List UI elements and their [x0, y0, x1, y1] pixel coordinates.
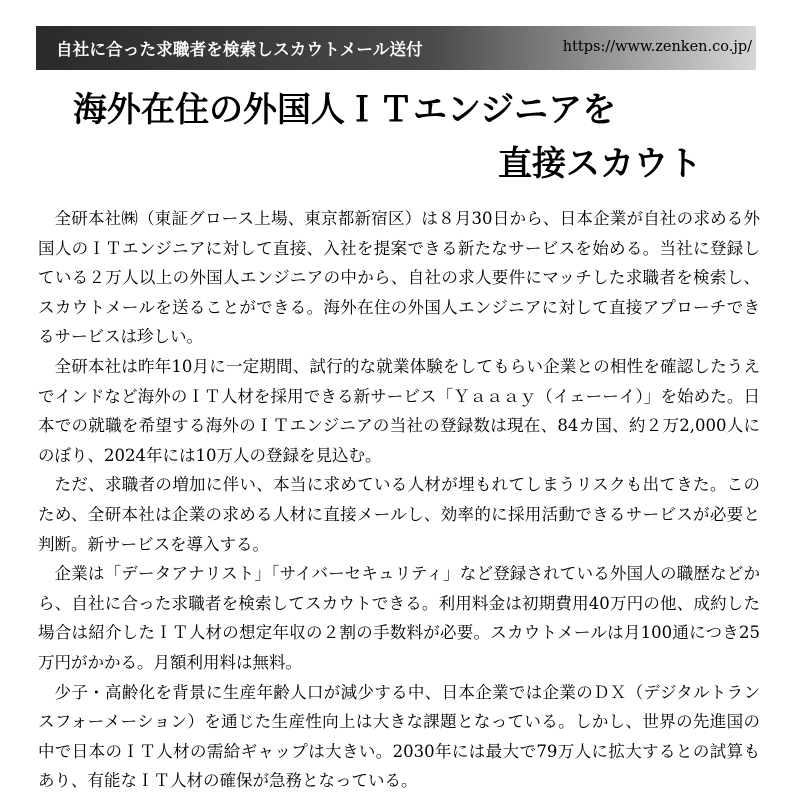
article-paragraph-1: 全研本社㈱（東証グロース上場、東京都新宿区）は８月30日から、日本企業が自社の求める外国人のＩＴエンジニアに対して直接、入社を提案できる新たなサービスを始める。当社に登録している２万人以上の外国人エンジニアの中から、自社の求人要件にマッチした求職者を検索し、スカウトメールを送ることができる。海外在住の外国人エンジニアに対して直接アプローチできるサービスは珍しい。 — [38, 209, 760, 347]
headline-line-1: 海外在住の外国人ＩＴエンジニアを — [73, 90, 617, 130]
header-url[interactable]: https://www.zenken.co.jp/ — [562, 39, 752, 55]
article-paragraph-2: 全研本社は昨年10月に一定期間、試行的な就業体験をしてもらい企業との相性を確認したうえでインドなど海外のＩＴ人材を採用できる新サービス「Ｙａａａｙ（イェーーイ）」を始めた。日本での就職を希望する海外のＩＴエンジニアの当社の登録数は現在、84カ国、約２万2,000人にのぼり、2024年には10万人の登録を見込む。 — [38, 356, 760, 465]
article-paragraph-3: ただ、求職者の増加に伴い、本当に求めている人材が埋もれてしまうリスクも出てきた。このため、全研本社は企業の求める人材に直接メールし、効率的に採用活動できるサービスが必要と判断。新サービスを導入する。 — [38, 475, 760, 554]
headline-line-2: 直接スカウト — [498, 144, 702, 184]
article-paragraph-4: 企業は「データアナリスト」「サイバーセキュリティ」など登録されている外国人の職歴などから、自社に合った求職者を検索してスカウトできる。利用料金は初期費用40万円の他、成約した場合は紹介したＩＴ人材の想定年収の２割の手数料が必要。スカウトメールは月100通につき25万円がかかる。月額利用料は無料。 — [38, 564, 760, 672]
header-bar — [36, 26, 756, 70]
article-paragraph-5: 少子・高齢化を背景に生産年齢人口が減少する中、日本企業では企業のＤＸ（デジタルトランスフォーメーション）を通じた生産性向上は大きな課題となっている。しかし、世界の先進国の中で日本のＩＴ人材の需給ギャップは大きい。2030年には最大で79万人に拡大するとの試算もあり、有能なＩＴ人材の確保が急務となっている。 — [38, 682, 760, 791]
article-body — [38, 204, 760, 796]
header-title: 自社に合った求職者を検索しスカウトメール送付 — [56, 40, 423, 59]
